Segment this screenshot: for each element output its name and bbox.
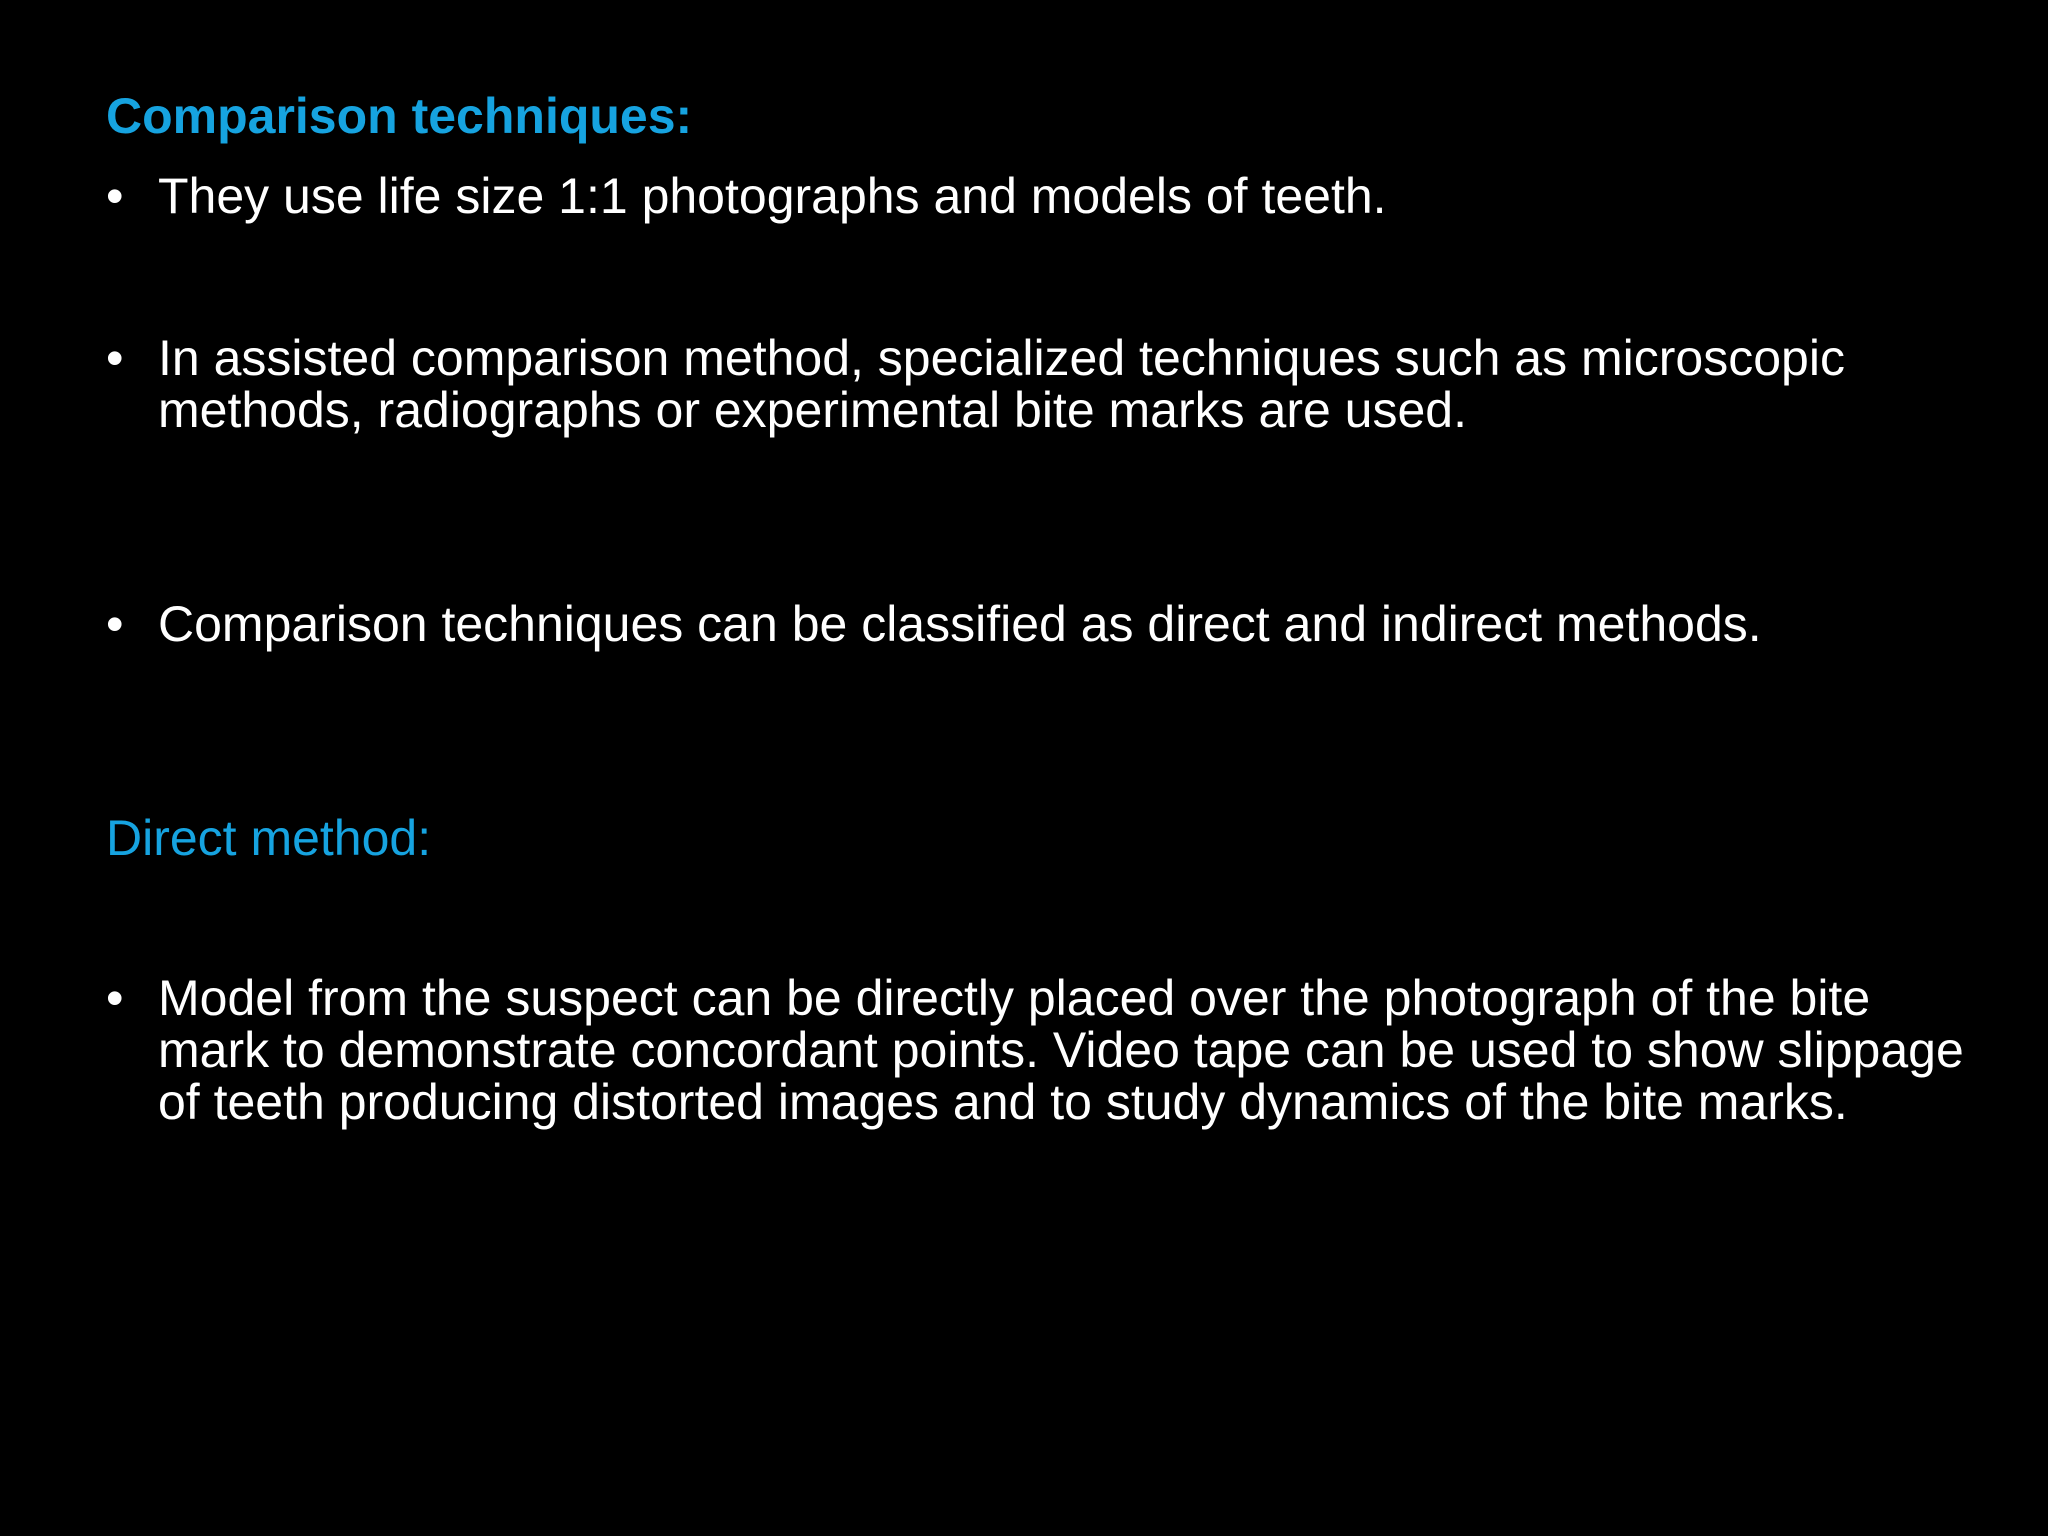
heading-direct-method: Direct method: [106,810,432,866]
bullet-symbol: • [106,330,124,386]
bullet-item [106,972,1966,1128]
bullet-text: Model from the suspect can be directly placed over the photograph of the bite mark to demonstrate concordant points. Video tape can be used to show slippage of teeth producing distorted images and to study dynamics of the bite marks. [158,970,1964,1130]
bullet-text: In assisted comparison method, specialized techniques such as microscopic methods, radiographs or experimental bite marks are used. [158,330,1845,438]
bullet-item [106,332,1966,436]
bullet-symbol: • [106,970,124,1026]
bullet-text: They use life size 1:1 photographs and models of teeth. [158,168,1387,224]
bullet-symbol: • [106,596,124,652]
bullet-item [106,598,1966,650]
bullet-text: Comparison techniques can be classified as direct and indirect methods. [158,596,1762,652]
bullet-item [106,170,1966,222]
heading-comparison-techniques: Comparison techniques: [106,88,693,144]
bullet-symbol: • [106,168,124,224]
